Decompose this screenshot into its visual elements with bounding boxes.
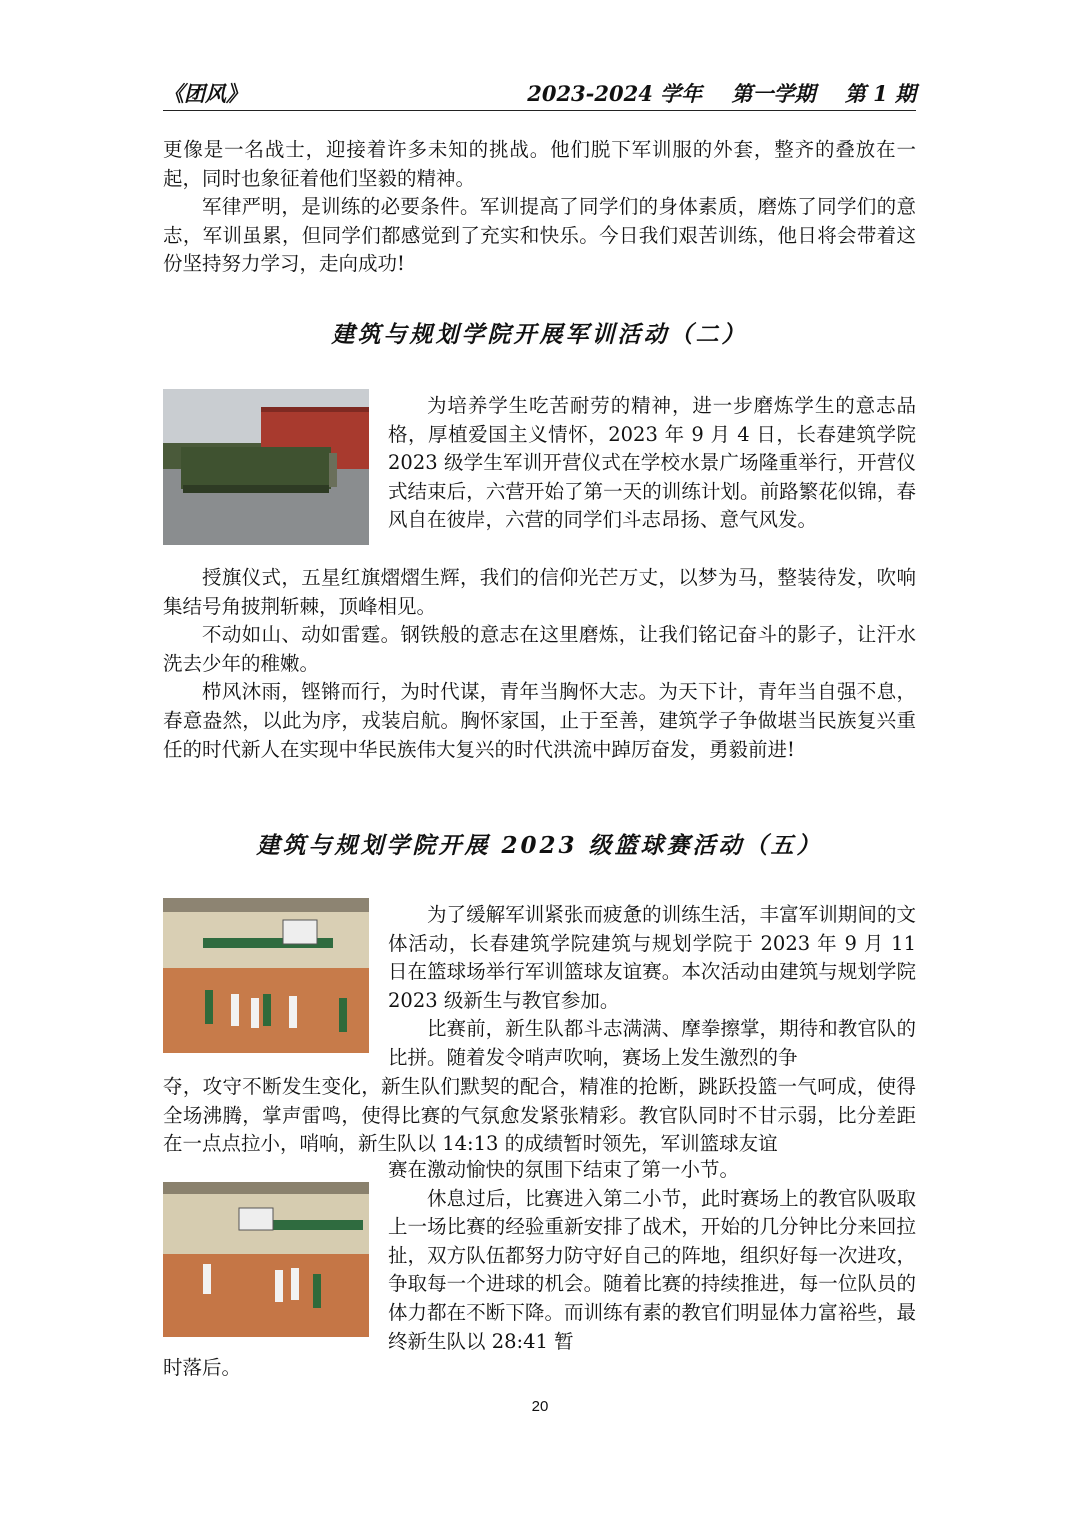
header-rule [163,110,916,111]
article-2-fullwidth-2 [163,1354,916,1383]
basketball-photo-1 [163,898,369,1053]
article-2-intro [388,901,916,1073]
basketball-photo-2 [163,1182,369,1337]
article-1-paragraph-2: 授旗仪式，五星红旗熠熠生辉，我们的信仰光芒万丈，以梦为马，整装待发，吹响集结号角披荆斩棘，顶峰相见。 [163,566,916,618]
article-2-title: 建筑与规划学院开展 2023 级篮球赛活动（五） [256,832,823,859]
issue-number: 第 1 期 [844,81,916,106]
journal-name: 《团风》 [163,81,247,106]
article-2-fullwidth-1 [163,1073,916,1159]
article-1-lead [388,392,916,535]
article-1-body [163,564,916,764]
intro-paragraph-2: 军律严明，是训练的必要条件。军训提高了同学们的身体素质，磨炼了同学们的意志，军训虽累，但同学们都感觉到了充实和快乐。今日我们艰苦训练，他日将会带着这份坚持努力学习，走向成功! [163,195,916,276]
term: 第一学期 [731,81,816,106]
page-number: 20 [531,1398,549,1415]
article-2-paragraph-2c: 赛在激动愉快的氛围下结束了第一小节。 [388,1158,740,1181]
intro-paragraph-1: 更像是一名战士，迎接着许多未知的挑战。他们脱下军训服的外套，整齐的叠放在一起，同时也象征着他们坚毅的精神。 [163,138,916,190]
issue-info [505,78,916,108]
article-1-paragraph-3: 不动如山、动如雷霆。钢铁般的意志在这里磨炼，让我们铭记奋斗的影子，让汗水洗去少年的稚嫩。 [163,623,916,675]
article-2-paragraph-2a: 比赛前，新生队都斗志满满、摩拳擦掌，期待和教官队的比拼。随着发令哨声吹响，赛场上发生激烈的争 [388,1017,916,1069]
intro-text [163,136,916,279]
article-1-lead-paragraph: 为培养学生吃苦耐劳的精神，进一步磨炼学生的意志品格，厚植爱国主义情怀，2023 年 9 月 4 日，长春建筑学院 2023 级学生军训开营仪式在学校水景广场隆重举行，开营仪式结束后，六营开始了第一天的训练计划。前路繁花似锦，春风自在彼岸，六营的同学们斗志昂扬、意气风发。 [388,394,916,532]
article-2-paragraph-3a: 休息过后，比赛进入第二小节，此时赛场上的教官队吸取上一场比赛的经验重新安排了战术，开始的几分钟比分来回拉扯，双方队伍都努力防守好自己的阵地，组织好每一次进攻，争取每一个进球的机会。随着比赛的持续推进，每一位队员的体力都在不断下降。而训练有素的教官们明显体力富裕些，最终新生队以 28:41 暂 [388,1186,916,1353]
article-2-paragraph-3b: 时落后。 [163,1356,242,1379]
academic-year: 2023-2024 学年 [527,81,703,106]
article-2-paragraph-2b: 夺，攻守不断发生变化，新生队们默契的配合，精准的抢断，跳跃投篮一气呵成，使得全场沸腾，掌声雷鸣，使得比赛的气氛愈发紧张精彩。教官队同时不甘示弱，比分差距在一点点拉小，哨响，新生队以 14:13 的成绩暂时领先，军训篮球友谊 [163,1075,916,1156]
article-1-title: 建筑与规划学院开展军训活动（二） [331,321,748,348]
page-header [163,78,916,108]
article-1-paragraph-4: 栉风沐雨，铿锵而行，为时代谋，青年当胸怀大志。为天下计，青年当自强不息，春意盎然，以此为序，戎装启航。胸怀家国，止于至善，建筑学子争做堪当民族复兴重任的时代新人在实现中华民族伟大复兴的时代洪流中踔厉奋发，勇毅前进! [163,680,916,761]
article-2-wrap [388,1156,916,1356]
military-training-photo [163,389,369,545]
article-2-paragraph-1: 为了缓解军训紧张而疲惫的训练生活，丰富军训期间的文体活动，长春建筑学院建筑与规划学院于 2023 年 9 月 11 日在篮球场举行军训篮球友谊赛。本次活动由建筑与规划学院 2023 级新生与教官参加。 [388,903,916,1012]
